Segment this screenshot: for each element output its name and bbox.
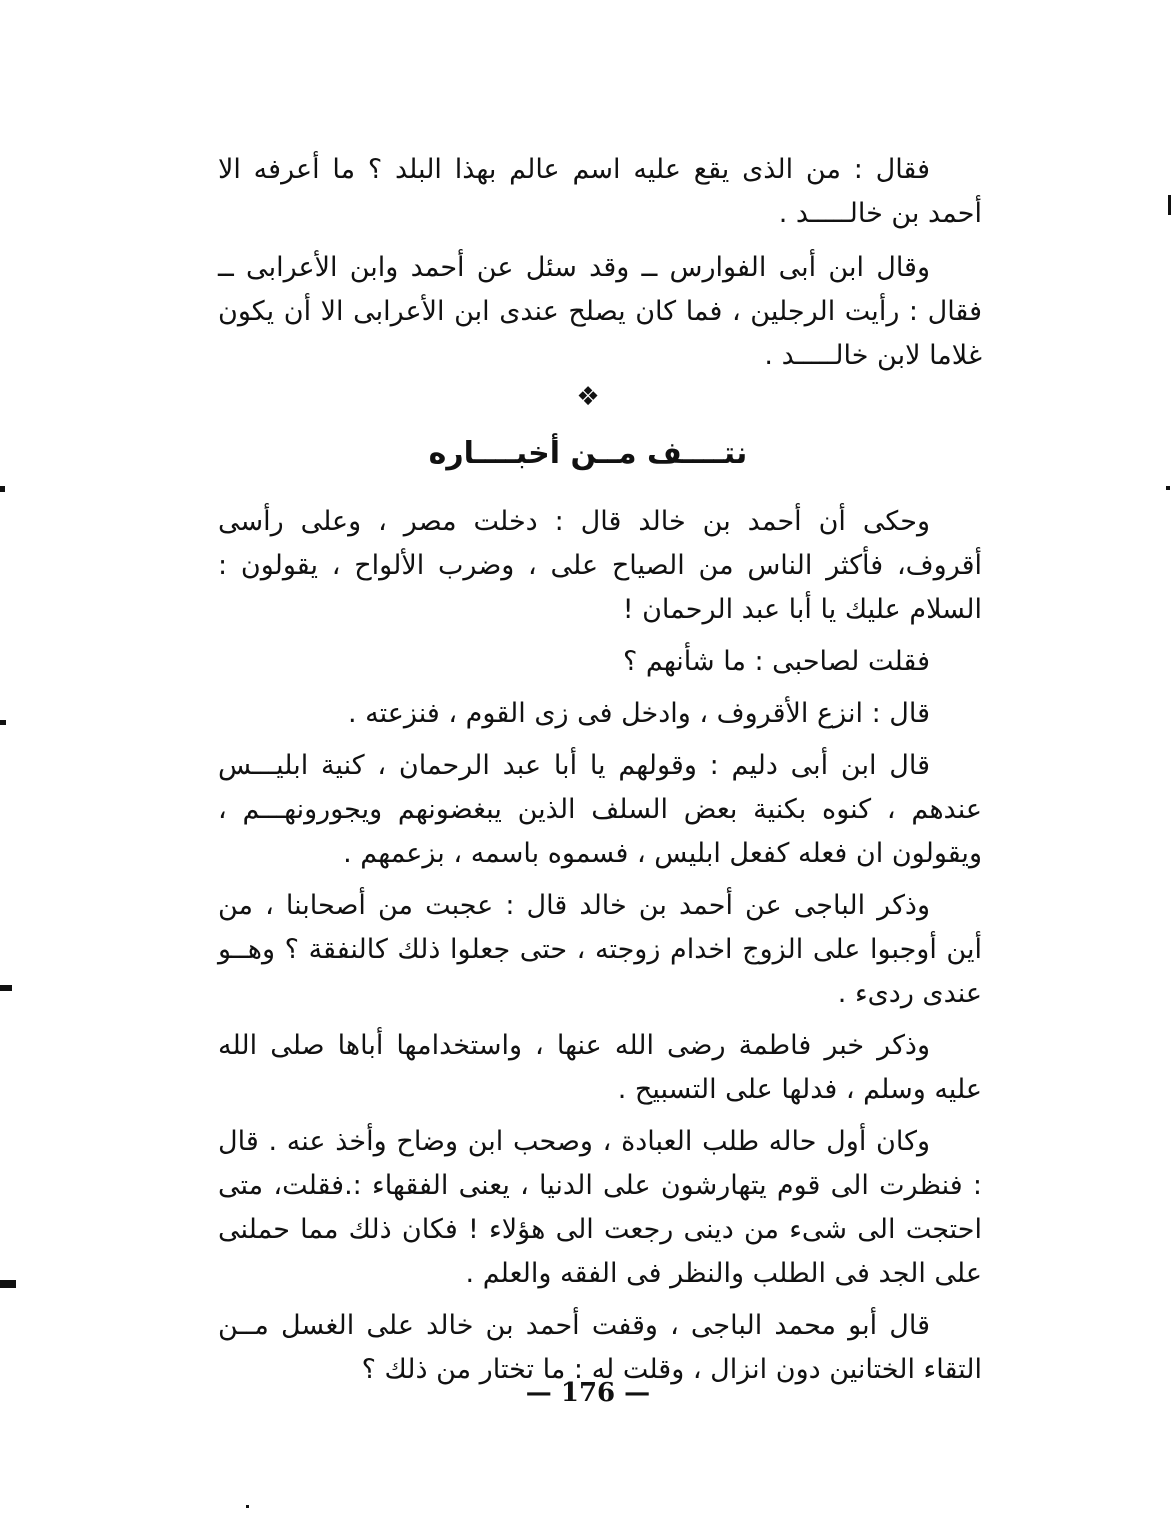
- scan-mark: [1166, 486, 1170, 490]
- main-text-block: [218, 500, 982, 1392]
- scan-mark: [0, 1280, 16, 1288]
- scan-mark: [246, 1505, 249, 1508]
- scan-mark: [0, 985, 12, 991]
- section-divider: ❖: [576, 382, 600, 412]
- top-text-block: [218, 148, 982, 378]
- paragraph: وذكر الباجى عن أحمد بن خالد قال : عجبت من أصحابنا ، من أين أوجبوا على الزوج اخدام زوجته ، حتى جعلوا ذلك كالنفقة ؟ وهــو عندى ردىء .: [218, 890, 982, 1009]
- scan-mark: [0, 486, 5, 492]
- scan-mark: [0, 720, 6, 725]
- section-heading: نتــــف مــن أخبــــاره: [428, 436, 748, 471]
- paragraph: فقلت لصاحبى : ما شأنهم ؟: [622, 646, 930, 677]
- scan-mark: [1168, 195, 1171, 215]
- page-number: — 176 —: [525, 1378, 651, 1408]
- paragraph: فقال : من الذى يقع عليه اسم عالم بهذا البلد ؟ ما أعرفه الا أحمد بن خالـــــد .: [218, 154, 982, 229]
- paragraph: قال أبو محمد الباجى ، وقفت أحمد بن خالد على الغسل مــن التقاء الختانين دون انزال ، وقلت له : ما تختار من ذلك ؟: [218, 1310, 982, 1385]
- paragraph: قال : انزع الأقروف ، وادخل فى زى القوم ، فنزعته .: [347, 698, 930, 729]
- paragraph: وحكى أن أحمد بن خالد قال : دخلت مصر ، وعلى رأسى أقروف، فأكثر الناس من الصياح على ، وضرب الألواح ، يقولون : السلام عليك يا أبا عبد الرحمان !: [218, 506, 982, 625]
- paragraph: وكان أول حاله طلب العبادة ، وصحب ابن وضاح وأخذ عنه . قال : فنظرت الى قوم يتهارشون على الدنيا ، يعنى الفقهاء :.فقلت، متى احتجت الى شىء من دينى رجعت الى هؤلاء ! فكان ذلك مما حملنى على الجد فى الطلب والنظر فى الفقه والعلم .: [218, 1126, 982, 1289]
- paragraph: قال ابن أبى دليم : وقولهم يا أبا عبد الرحمان ، كنية ابليـــس عندهم ، كنوه بكنية بعض السلف الذين يبغضونهم ويجورونهـــم ، ويقولون ان فعله كفعل ابليس ، فسموه باسمه ، بزعمهم .: [218, 750, 982, 869]
- paragraph: وذكر خبر فاطمة رضى الله عنها ، واستخدامها أباها صلى الله عليه وسلم ، فدلها على التسبيح .: [218, 1030, 982, 1105]
- paragraph: وقال ابن أبى الفوارس ــ وقد سئل عن أحمد وابن الأعرابى ــ فقال : رأيت الرجلين ، فما كان يصلح عندى ابن الأعرابى الا أن يكون غلاما لابن خالـــــد .: [218, 252, 982, 371]
